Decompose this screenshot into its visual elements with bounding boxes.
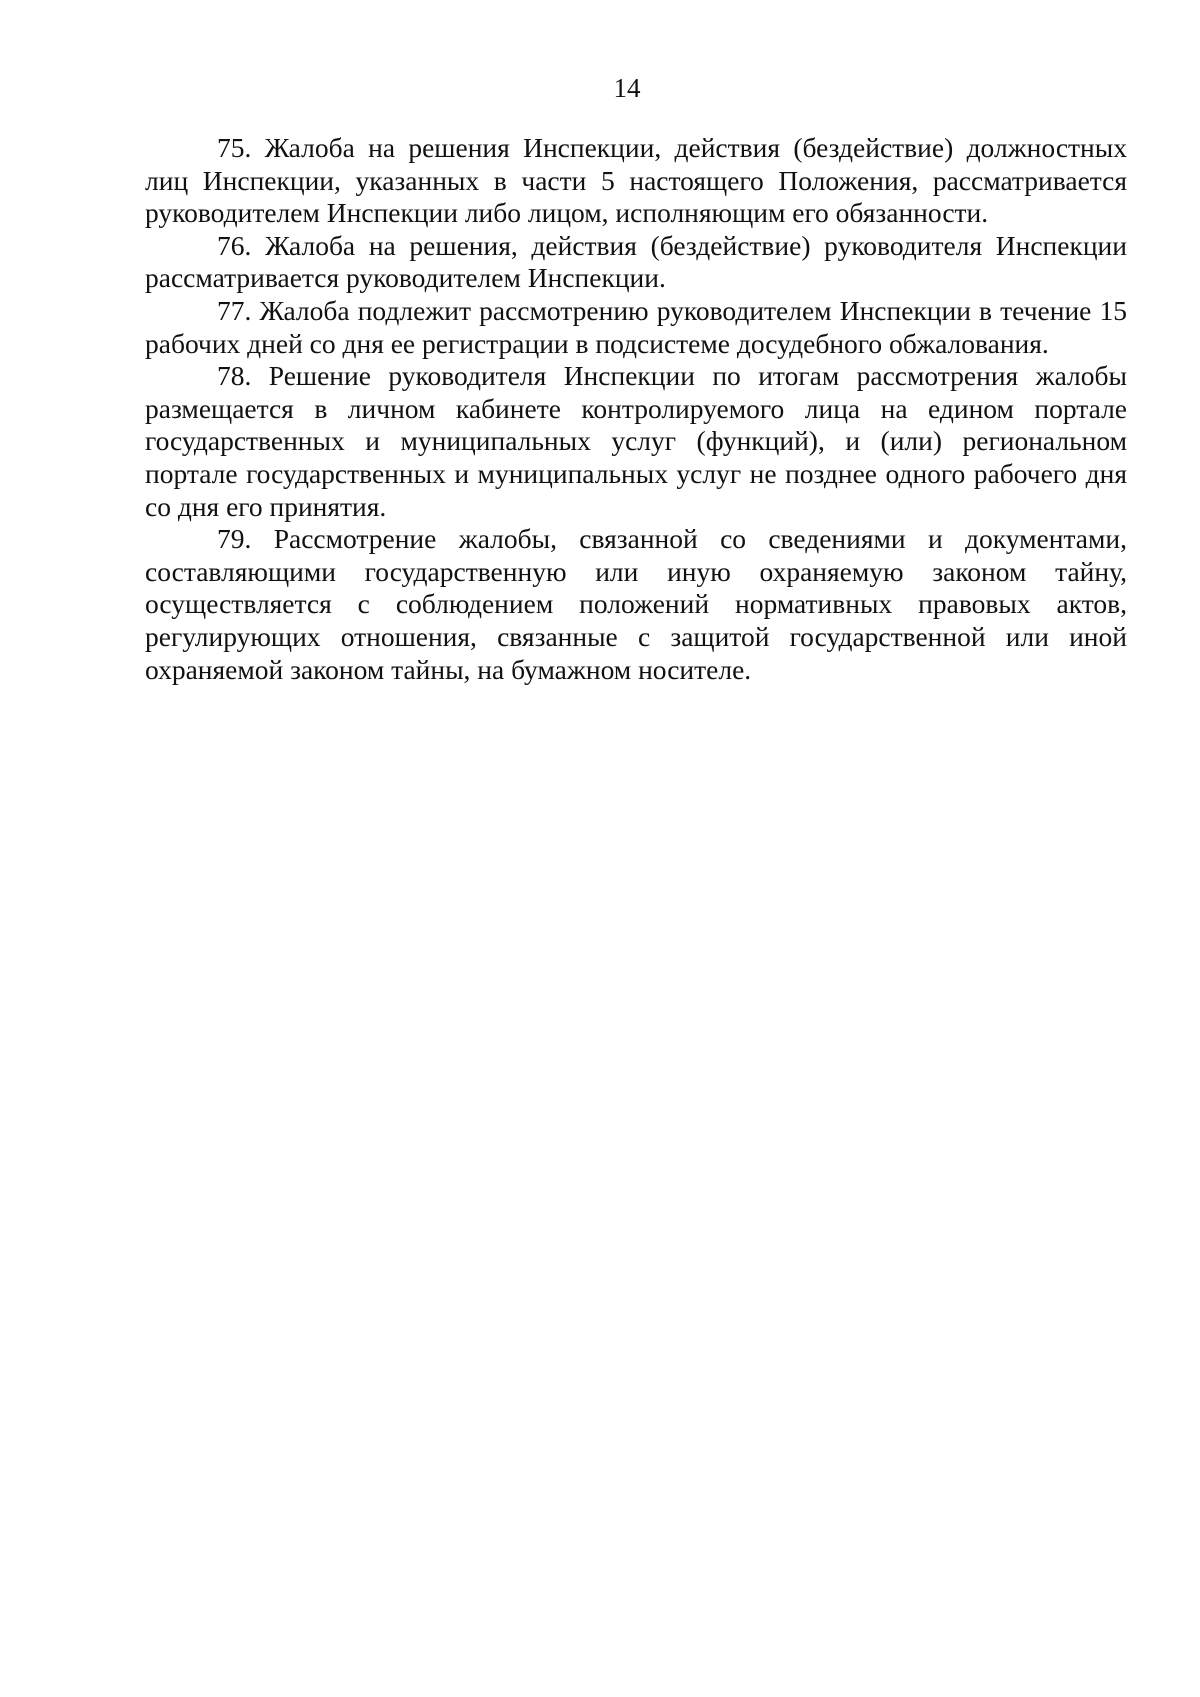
paragraph-76: 76. Жалоба на решения, действия (бездействие) руководителя Инспекции рассматривается руководителем Инспекции. — [145, 229, 1127, 294]
page-number: 14 — [613, 73, 641, 103]
paragraph-78: 78. Решение руководителя Инспекции по итогам рассмотрения жалобы размещается в личном кабинете контролируемого лица на едином портале государственных и муниципальных услуг (функций), и (или) региональном портале государственных и муниципальных услуг не позднее одного рабочего дня со дня его принятия. — [145, 360, 1127, 522]
paragraph-75: 75. Жалоба на решения Инспекции, действия (бездействие) должностных лиц Инспекции, указанных в части 5 настоящего Положения, рассматривается руководителем Инспекции либо лицом, исполняющим его обязанности. — [145, 132, 1127, 229]
paragraph-79: 79. Рассмотрение жалобы, связанной со сведениями и документами, составляющими государственную или иную охраняемую законом тайну, осуществляется с соблюдением положений нормативных правовых актов, регулирующих отношения, связанные с защитой государственной или иной охраняемой законом тайны, на бумажном носителе. — [145, 523, 1127, 685]
paragraph-77: 77. Жалоба подлежит рассмотрению руководителем Инспекции в течение 15 рабочих дней со дня ее регистрации в подсистеме досудебного обжалования. — [145, 294, 1127, 359]
document-body — [145, 132, 1127, 686]
